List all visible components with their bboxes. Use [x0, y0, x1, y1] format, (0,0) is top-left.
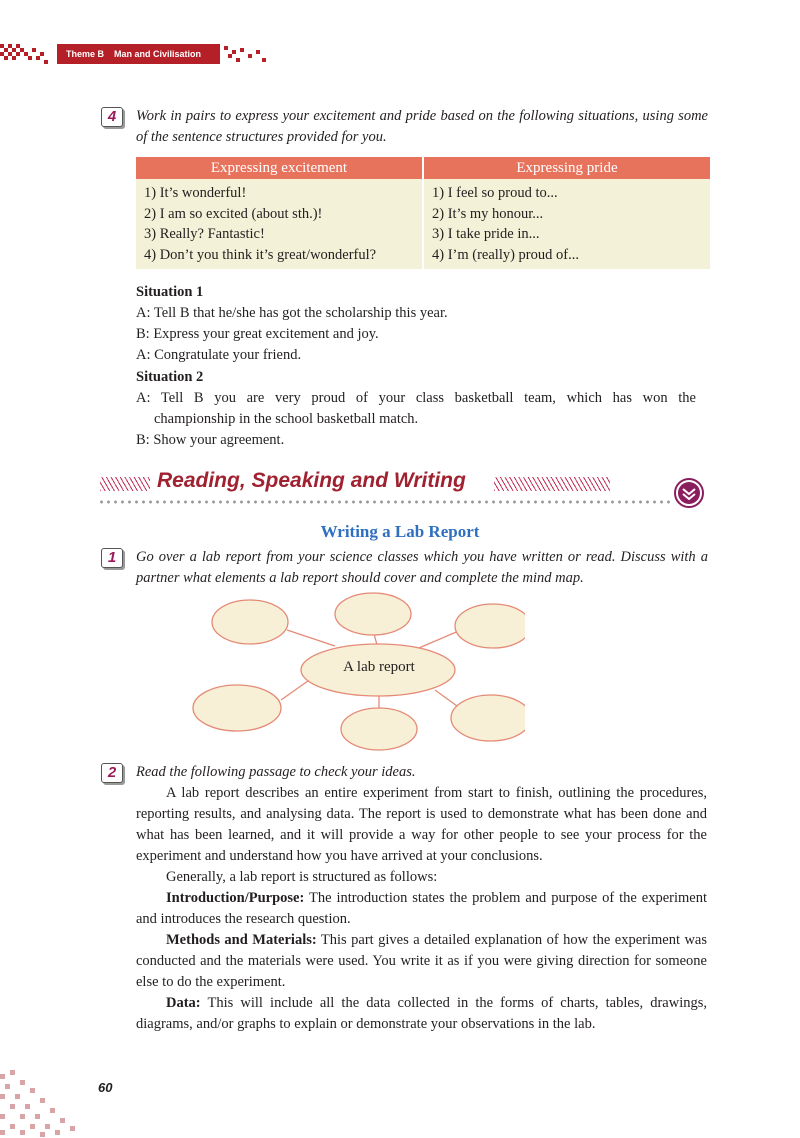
situation-2-line-b: B: Show your agreement.	[136, 432, 285, 448]
mind-map-connector	[435, 690, 457, 706]
data-label: Data:	[166, 995, 201, 1011]
situation-1-line: A: Tell B that he/she has got the scholarship this year.	[136, 305, 448, 321]
pride-item: 3) I take pride in...	[432, 226, 540, 242]
exercise-4-instruction: Work in pairs to express your excitement and pride based on the following situations, using some of the sentence structures provided for you.	[136, 108, 708, 145]
situation-1-title: Situation 1	[136, 284, 204, 300]
mind-map-center-label: A lab report	[343, 659, 415, 675]
data-text: This will include all the data collected in the forms of charts, tables, drawings, diagrams, and/or graphs to explain or demonstrate your observations in the lab.	[136, 995, 707, 1032]
section-divider	[98, 500, 673, 504]
exercise-4-badge: 4	[101, 107, 123, 127]
methods-text: This part gives a detailed explanation of how the experiment was conducted and the materials were used. You write it as if you were giving direction for someone else to do the experiment.	[136, 932, 707, 990]
header-pride: Expressing pride	[423, 157, 710, 179]
situation-1-line: A: Congratulate your friend.	[136, 347, 302, 363]
mind-map-blank-node	[451, 695, 525, 741]
mind-map-blank-node	[212, 600, 288, 644]
theme-label: Theme B	[66, 49, 105, 59]
passage	[136, 783, 707, 1035]
theme-title: Man and Civilisation	[114, 49, 202, 59]
header-excitement: Expressing excitement	[136, 157, 423, 179]
section-stripes-left	[100, 477, 150, 491]
section-stripes-right	[494, 477, 610, 491]
situation-2-line-a: A: Tell B you are very proud of your class basketball team, which has won the	[136, 390, 696, 406]
excitement-cell	[136, 179, 423, 269]
passage-data	[136, 993, 707, 1035]
mind-map-blank-node	[193, 685, 281, 731]
pride-item: 1) I feel so proud to...	[432, 185, 558, 201]
mind-map-connector	[287, 630, 335, 646]
intro-label: Introduction/Purpose:	[166, 890, 305, 906]
situation-2-line-a-cont: championship in the school basketball match.	[154, 411, 419, 427]
section-title: Reading, Speaking and Writing	[157, 469, 466, 492]
page-number: 60	[98, 1080, 113, 1095]
methods-label: Methods and Materials:	[166, 932, 317, 948]
passage-paragraph: Generally, a lab report is structured as follows:	[166, 869, 438, 885]
intro-text: The introduction states the problem and purpose of the experiment and introduces the research question.	[136, 890, 707, 927]
excitement-item: 1) It’s wonderful!	[144, 185, 247, 201]
excitement-item: 2) I am so excited (about sth.)!	[144, 205, 323, 222]
chevron-down-icon	[673, 477, 705, 509]
exercise-1-badge: 1	[101, 548, 123, 568]
passage-paragraph: A lab report describes an entire experiment from start to finish, outlining the procedures, reporting results, and analysing data. The report is used to demonstrate what has been done and what has been learned, and it will provide a way for other people to see your process for the experiment and understand how you have arrived at your conclusions.	[136, 785, 707, 864]
mind-map-blank-node	[455, 604, 525, 648]
exercise-1-instruction: Go over a lab report from your science classes which you have written or read. Discuss with a partner what elements a lab report should cover and complete the mind map.	[136, 549, 708, 586]
pride-item: 2) It’s my honour...	[432, 205, 544, 222]
expressions-table	[136, 157, 710, 269]
exercise-2-badge: 2	[101, 763, 123, 783]
passage-intro	[136, 888, 707, 930]
mind-map-blank-node	[341, 708, 417, 750]
passage-methods	[136, 930, 707, 993]
mind-map-connector	[419, 630, 461, 648]
subsection-title: Writing a Lab Report	[320, 522, 480, 541]
situation-2-title: Situation 2	[136, 369, 204, 385]
footer-pixel-pattern	[0, 1066, 90, 1138]
exercise-2-instruction: Read the following passage to check your ideas.	[136, 764, 416, 780]
header-label	[66, 44, 201, 64]
excitement-item: 4) Don’t you think it’s great/wonderful?	[144, 246, 377, 263]
excitement-item: 3) Really? Fantastic!	[144, 226, 265, 242]
pride-item: 4) I’m (really) proud of...	[432, 246, 579, 263]
mind-map-blank-node	[335, 593, 411, 635]
pride-cell	[423, 179, 710, 269]
situation-1-line: B: Express your great excitement and joy.	[136, 326, 379, 342]
